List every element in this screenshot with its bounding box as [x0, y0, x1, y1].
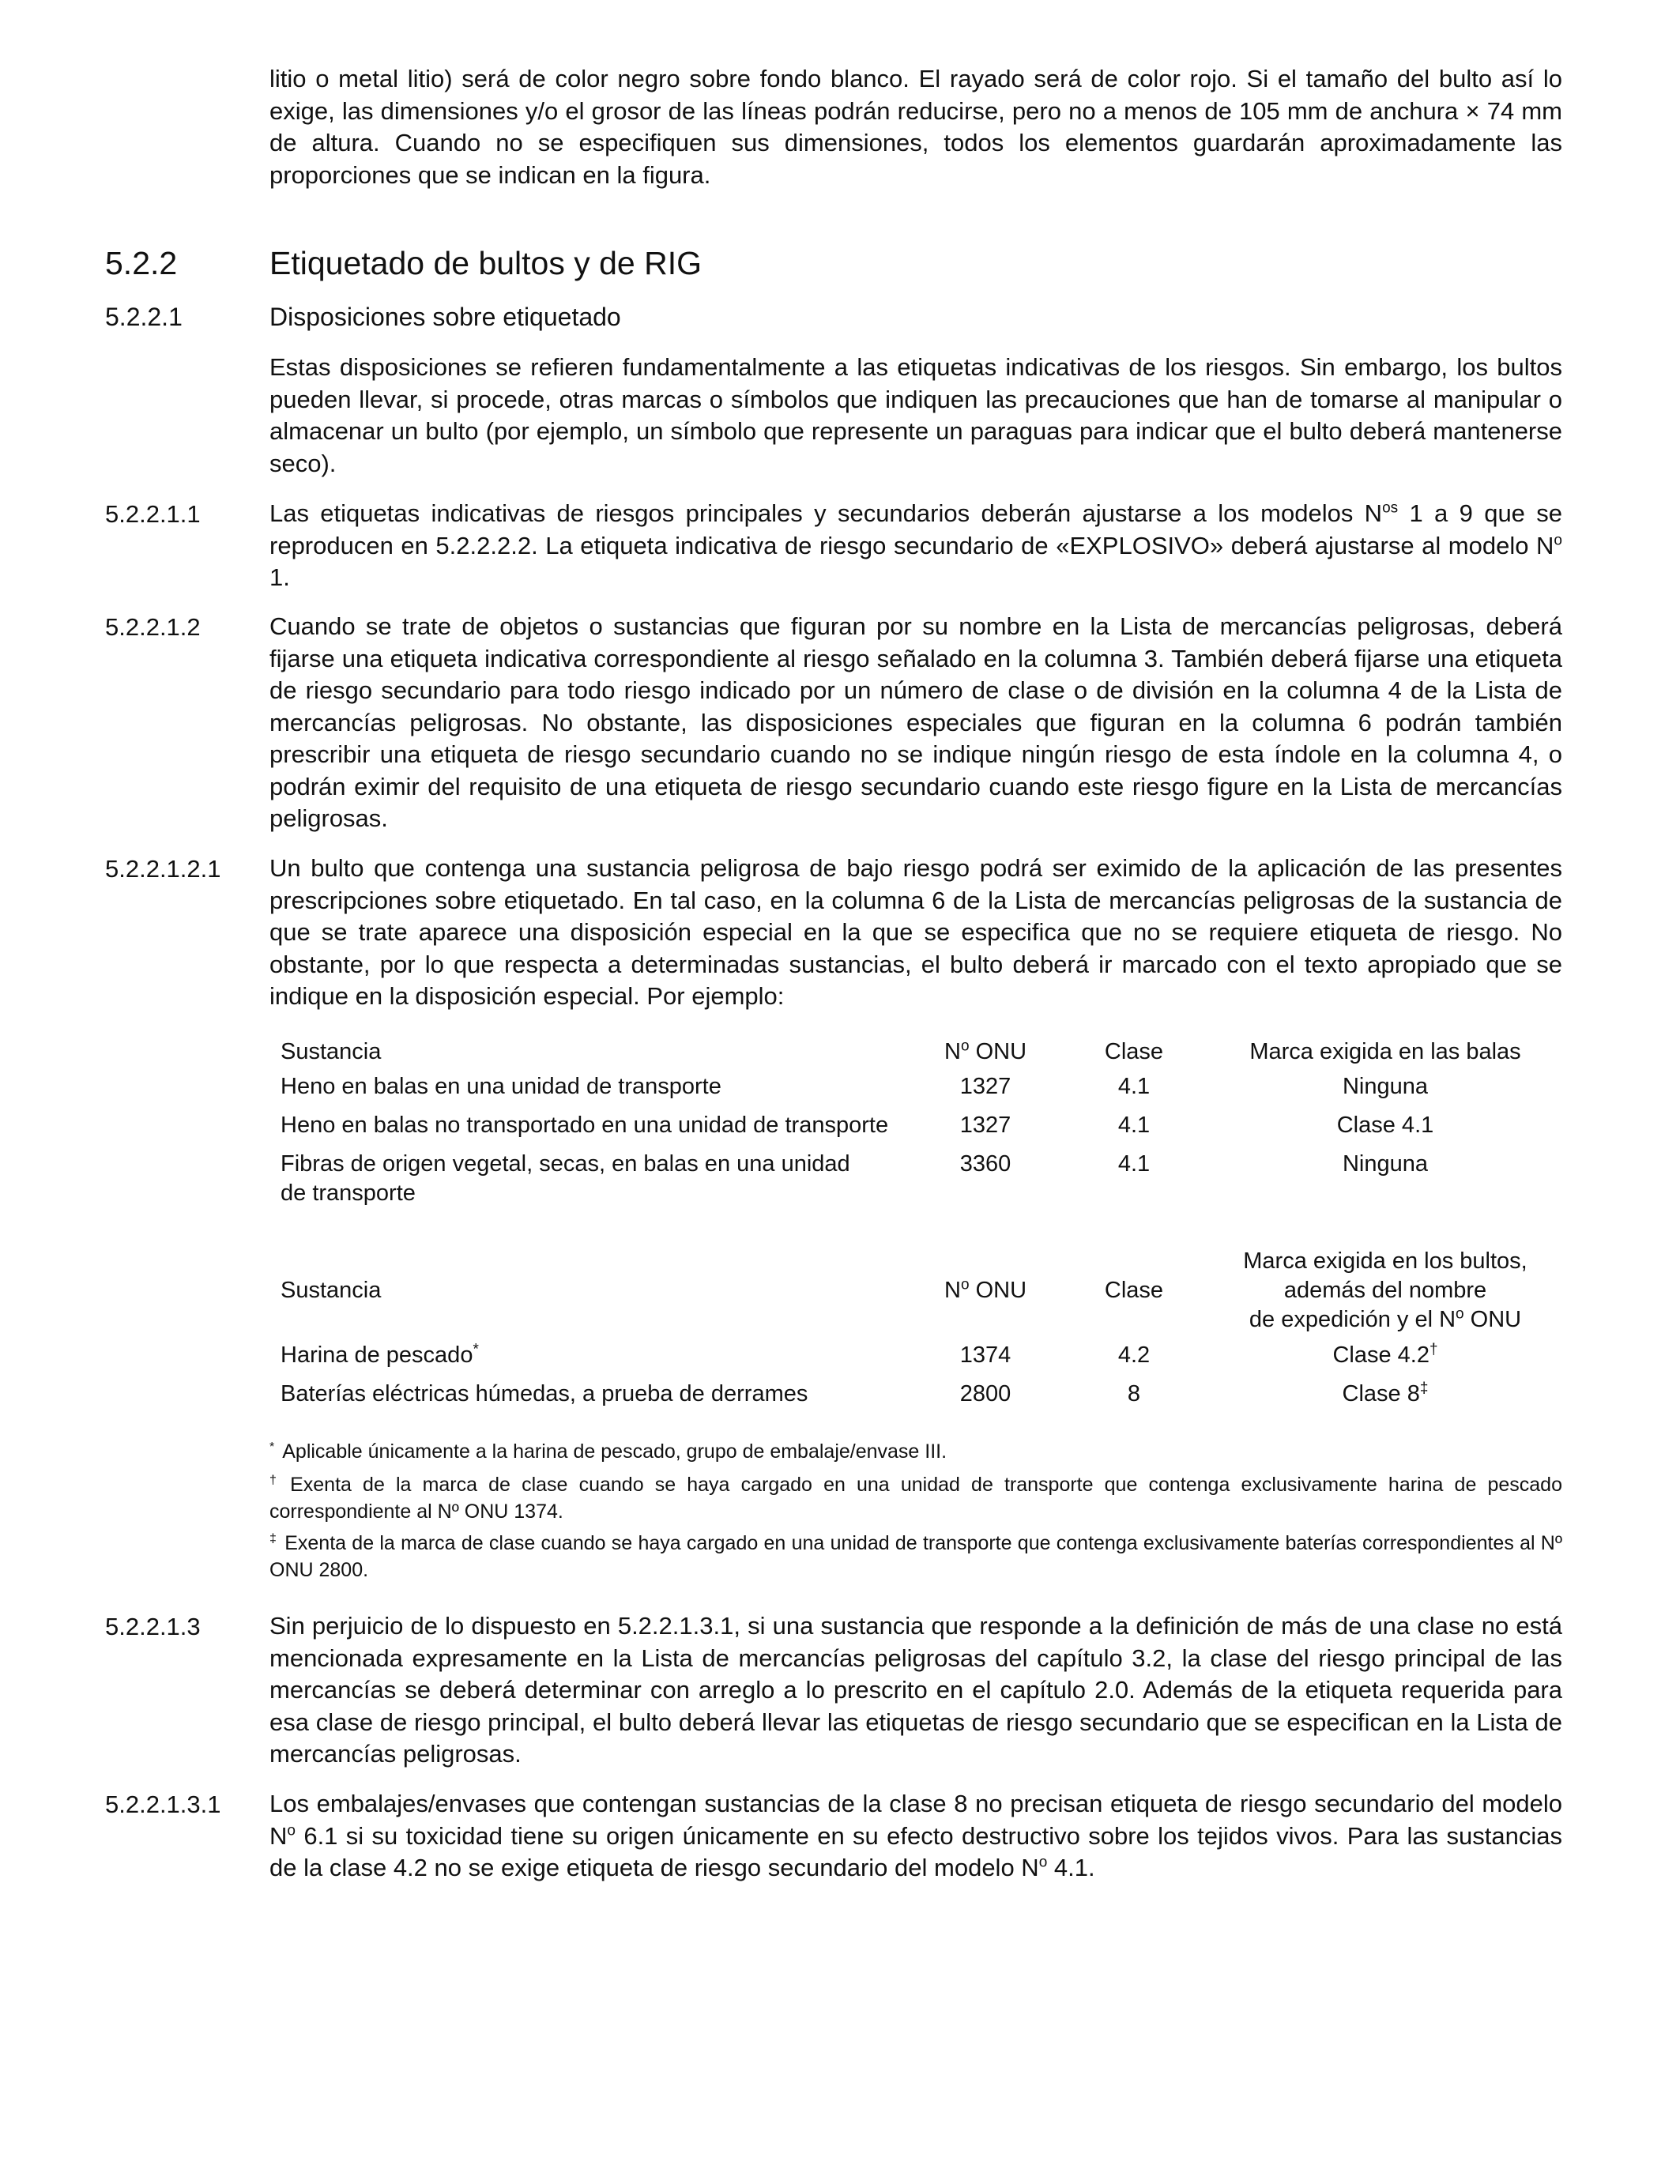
cell-mark — [1208, 1335, 1562, 1380]
text-run: N — [944, 1278, 961, 1303]
cell-mark: Clase 4.1 — [1336, 1113, 1434, 1138]
table-row — [269, 1150, 1562, 1208]
cell-substance — [269, 1150, 911, 1208]
section-number-5-2-2-1-2-1: 5.2.2.1.2.1 — [105, 855, 221, 883]
column-header-substance: Sustancia — [281, 1039, 382, 1064]
superscript: o — [1038, 1854, 1048, 1871]
text-run: Clase 4.2 — [1332, 1342, 1430, 1368]
section-number-5-2-2-1-2: 5.2.2.1.2 — [105, 613, 201, 641]
text-run: ONU — [1463, 1307, 1522, 1332]
text-run: 1. — [269, 563, 290, 591]
column-header-mark — [1208, 1247, 1562, 1335]
paragraph-5-2-2-1-3-1 — [269, 1788, 1562, 1885]
footnote-ref: † — [1429, 1341, 1438, 1358]
cell-class: 4.1 — [1117, 1113, 1151, 1138]
cell-mark: Ninguna — [1342, 1151, 1429, 1177]
cell-class: 4.2 — [1117, 1342, 1151, 1368]
table-row — [269, 1111, 1562, 1150]
column-header-class: Clase — [1104, 1278, 1164, 1303]
table-row — [269, 1072, 1562, 1111]
cell-class: 8 — [1127, 1381, 1141, 1406]
superscript: o — [1554, 532, 1562, 549]
paragraph-5-2-2-1: Estas disposiciones se refieren fundamentalmente a las etiquetas indicativas de los riesgos. Sin embargo, los bultos pueden llevar, si procede, otras marcas o símbolos que indiquen las precauciones que han de tomarse al manipular o almacenar un bulto (por ejemplo, un símbolo que represente un paraguas para indicar que el bulto deberá mantenerse seco). — [269, 353, 1562, 477]
cell-class: 4.1 — [1117, 1151, 1151, 1177]
footnote — [269, 1471, 1562, 1525]
paragraph-5-2-2-1-2: Cuando se trate de objetos o sustancias que figuran por su nombre en la Lista de mercancías peligrosas, deberá fijarse una etiqueta indicativa correspondiente al riesgo señalado en la columna 3. También deberá fijarse una etiqueta de riesgo secundario para todo riesgo indicado por un número de clase o de división en la columna 4 de la Lista de mercancías peligrosas. No obstante, las disposiciones especiales que figuran en la columna 6 podrán también prescribir una etiqueta de riesgo secundario cuando no se indique ningún riesgo de esta índole en la columna 4, o podrán eximir del requisito de una etiqueta de riesgo secundario cuando este riesgo figure en la Lista de mercancías peligrosas. — [269, 612, 1562, 832]
section-5-2-2-1-body — [269, 352, 1562, 480]
text-run: Las etiquetas indicativas de riesgos principales y secundarios deberán ajustarse a los modelos N — [269, 499, 1383, 527]
text-line: Fibras de origen vegetal, secas, en balas en una unidad — [281, 1151, 850, 1177]
footnote-mark: † — [269, 1473, 283, 1487]
cell-un-number: 2800 — [959, 1381, 1011, 1406]
section-title-5-2-2-1: Disposiciones sobre etiquetado — [269, 303, 621, 331]
footnote-text: Exenta de la marca de clase cuando se haya cargado en una unidad de transporte que contenga exclusivamente harina de pescado correspondiente al Nº ONU 1374. — [269, 1474, 1562, 1523]
paragraph-5-2-2-1-2-1: Un bulto que contenga una sustancia peligrosa de bajo riesgo podrá ser eximido de la aplicación de las presentes prescripciones sobre etiquetado. En tal caso, en la columna 6 de la Lista de mercancías peligrosas de la sustancia de que se trate aparece una disposición especial en la que se especifica que no se requiere etiqueta de riesgo. No obstante, por lo que respecta a determinadas sustancias, el bulto deberá ir marcado con el texto apropiado que se indique en la disposición especial. Por ejemplo: — [269, 854, 1562, 1010]
footnote-text: Aplicable únicamente a la harina de pescado, grupo de embalaje/envase III. — [282, 1440, 947, 1463]
cell-mark: Ninguna — [1342, 1074, 1429, 1099]
section-number-5-2-2-1: 5.2.2.1 — [105, 303, 183, 331]
cell-un-number: 1327 — [959, 1113, 1011, 1138]
section-title-5-2-2: Etiquetado de bultos y de RIG — [269, 245, 703, 281]
cell-class: 4.1 — [1117, 1074, 1151, 1099]
cell-substance: Heno en balas no transportado en una unidad de transporte — [281, 1113, 889, 1138]
text-line: Marca exigida en los bultos, — [1243, 1248, 1527, 1274]
footnote — [269, 1530, 1562, 1583]
cell-mark — [1208, 1380, 1562, 1418]
footnote-ref: ‡ — [1419, 1380, 1429, 1397]
column-header-class: Clase — [1104, 1039, 1164, 1064]
superscript: o — [1456, 1305, 1464, 1323]
text-run: N — [944, 1039, 961, 1064]
footnote-text: Exenta de la marca de clase cuando se haya cargado en una unidad de transporte que contenga exclusivamente baterías correspondientes al Nº ONU 2800. — [269, 1532, 1562, 1581]
section-5-2-2-1-3-1-body — [269, 1788, 1562, 1885]
text-run: de expedición y el N — [1249, 1307, 1456, 1332]
intro-block — [269, 63, 1562, 191]
section-number-5-2-2-1-3-1: 5.2.2.1.3.1 — [105, 1791, 221, 1818]
section-5-2-2-1-2-1-body — [269, 853, 1562, 1013]
section-5-2-2-1-2-body — [269, 611, 1562, 835]
superscript: os — [1382, 499, 1399, 517]
table-header-row — [269, 1247, 1562, 1335]
paragraph-5-2-2-1-3: Sin perjuicio de lo dispuesto en 5.2.2.1.3.1, si una sustancia que responde a la definición de más de una clase no está mencionada expresamente en la Lista de mercancías peligrosas del capítulo 3.2, la clase del riesgo principal de las mercancías se deberá determinar con arreglo a lo prescrito en el capítulo 2.0. Además de la etiqueta requerida para esa clase de riesgo principal, el bulto deberá llevar las etiquetas de riesgo secundario que se especifican en la Lista de mercancías peligrosas. — [269, 1612, 1562, 1768]
cell-substance: Baterías eléctricas húmedas, a prueba de derrames — [281, 1381, 808, 1406]
text-run: 1 a 9 que se reproducen en 5.2.2.2.2. La etiqueta indicativa de riesgo secundario de «EXPLOSIVO» deberá ajustarse al modelo N — [269, 499, 1562, 559]
text-run: 4.1. — [1047, 1854, 1095, 1881]
section-5-2-2-1-3-body — [269, 1610, 1562, 1771]
cell-un-number: 3360 — [959, 1151, 1011, 1177]
text-run: ONU — [969, 1039, 1027, 1064]
footnote-mark: ‡ — [269, 1531, 277, 1546]
column-header-substance: Sustancia — [281, 1278, 382, 1303]
text-run: ONU — [969, 1278, 1027, 1303]
cell-un-number: 1327 — [959, 1074, 1011, 1099]
superscript: o — [960, 1276, 970, 1293]
table-row — [269, 1335, 1562, 1380]
column-header-un-number — [911, 1037, 1060, 1072]
superscript: o — [960, 1037, 970, 1055]
section-number-5-2-2-1-3: 5.2.2.1.3 — [105, 1613, 201, 1640]
text-run: Clase 8 — [1342, 1381, 1420, 1406]
footnote — [269, 1438, 1562, 1465]
section-number-5-2-2: 5.2.2 — [105, 245, 178, 281]
text-run: Harina de pescado — [281, 1342, 473, 1368]
superscript: o — [287, 1822, 296, 1839]
packages-marking-table — [269, 1247, 1562, 1418]
column-header-mark: Marca exigida en las balas — [1249, 1039, 1521, 1064]
intro-paragraph: litio o metal litio) será de color negro sobre fondo blanco. El rayado será de color rojo. Si el tamaño del bulto así lo exige, las dimensiones y/o el grosor de las líneas podrán reducirse, pero no a menos de 105 mm de anchura × 74 mm de altura. Cuando no se especifiquen sus dimensiones, todos los elementos guardarán aproximadamente las proporciones que se indican en la figura. — [269, 65, 1562, 189]
text-line: además del nombre — [1283, 1278, 1487, 1303]
bales-marking-table — [269, 1037, 1562, 1208]
footnote-ref: * — [473, 1341, 479, 1358]
text-line: de transporte — [281, 1180, 416, 1206]
paragraph-5-2-2-1-1 — [269, 498, 1562, 594]
footnote-mark: * — [269, 1440, 275, 1454]
cell-un-number: 1374 — [959, 1342, 1011, 1368]
cell-substance — [269, 1335, 911, 1380]
text-run: 6.1 si su toxicidad tiene su origen únicamente en su efecto destructivo sobre los tejidos vivos. Para las sustancias de la clase 4.2 no se exige etiqueta de riesgo secundario del modelo N — [269, 1821, 1562, 1881]
table-row — [269, 1380, 1562, 1418]
section-5-2-2-1-1-body — [269, 498, 1562, 594]
cell-substance: Heno en balas en una unidad de transporte — [281, 1074, 721, 1099]
column-header-un-number — [911, 1247, 1060, 1335]
table-header-row — [269, 1037, 1562, 1072]
text-run: Los embalajes/envases que contengan sustancias de la clase 8 no precisan etiqueta de riesgo secundario del modelo N — [269, 1790, 1562, 1850]
section-number-5-2-2-1-1: 5.2.2.1.1 — [105, 500, 201, 528]
